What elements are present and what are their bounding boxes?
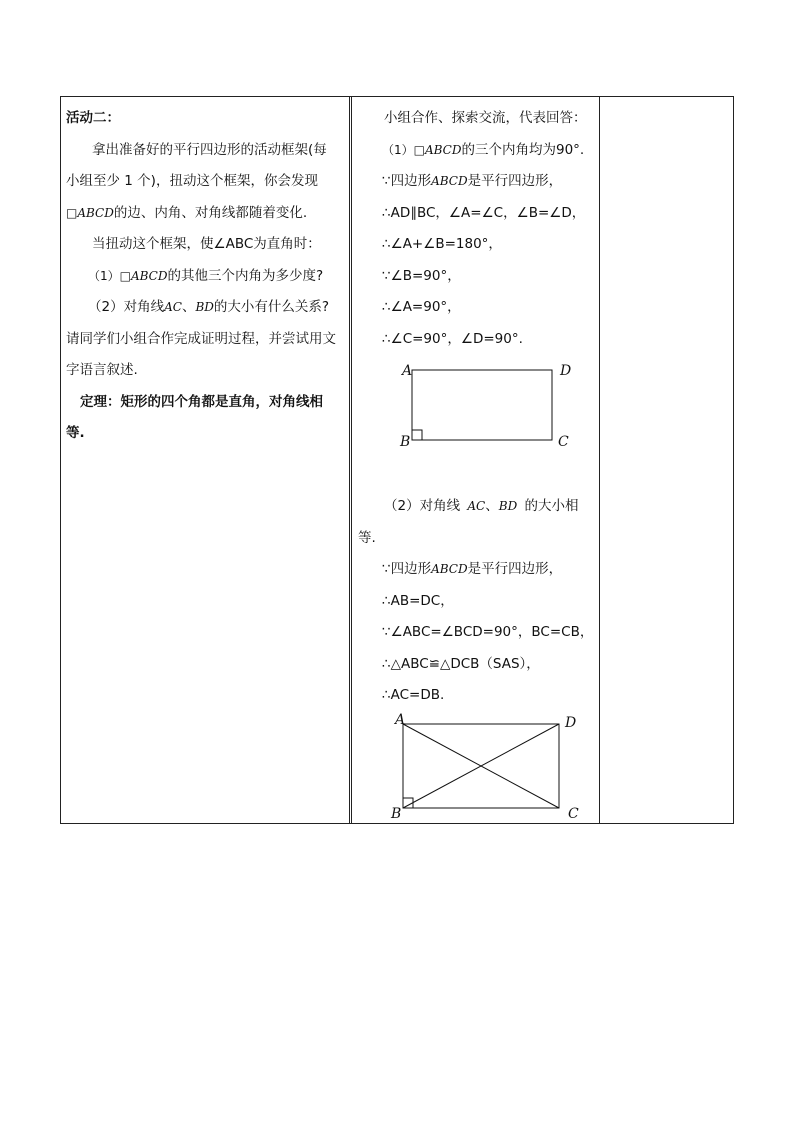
vertex-label-a: A [395, 711, 406, 728]
activity-heading: 活动二： [66, 110, 120, 126]
activity-text: 字语言叙述. [66, 362, 138, 378]
answer-1: （1）□ABCD的三个内角均为90°. [382, 141, 585, 158]
activity-text: □ABCD的边、内角、对角线都随着变化. [66, 204, 308, 221]
proof-step: ∵四边形ABCD是平行四边形， [382, 173, 563, 189]
proof-step: ∴∠A+∠B=180°， [382, 236, 502, 252]
rectangle-figure-2 [358, 711, 598, 822]
answer-2: （2）对角线 AC、BD 的大小相 [384, 498, 579, 514]
proof-step: ∵∠B=90°， [382, 267, 461, 284]
activity-text: 当扭动这个框架，使∠ABC为直角时： [92, 236, 321, 252]
proof-step: ∴∠A=90°， [382, 299, 461, 315]
vertex-label-c: C [558, 434, 569, 450]
proof-step: ∴△ABC≌△DCB（SAS）， [382, 655, 540, 672]
question-1: （1）□ABCD的其他三个内角为多少度? [88, 267, 324, 284]
proof-step: ∴AD∥BC，∠A=∠C，∠B=∠D， [382, 204, 586, 221]
answer-2: 等. [358, 529, 376, 546]
column-divider [349, 97, 350, 823]
rectangle-figure-1 [358, 355, 598, 451]
proof-step: ∵∠ABC=∠BCD=90°，BC=CB， [382, 624, 594, 640]
proof-step: ∵四边形ABCD是平行四边形， [382, 561, 563, 577]
notes-column [600, 97, 735, 823]
right-angle-mark [412, 430, 422, 440]
parallelogram-symbol: □ABCD [66, 205, 114, 220]
vertex-label-b: B [391, 805, 402, 822]
vertex-label-d: D [560, 363, 572, 379]
vertex-label-b: B [400, 434, 411, 450]
theorem: 等. [66, 425, 85, 441]
proof-step: ∴AC=DB. [382, 687, 445, 703]
question-2: （2）对角线AC、BD的大小有什么关系? [88, 299, 330, 315]
answer-column [352, 97, 599, 823]
activity-text: 拿出准备好的平行四边形的活动框架(每 [92, 141, 327, 158]
answer-intro: 小组合作、探索交流，代表回答： [384, 110, 587, 126]
vertex-label-d: D [565, 714, 577, 731]
proof-step: ∴∠C=90°，∠D=90°. [382, 330, 523, 347]
activity-text: 小组至少 1 个)，扭动这个框架，你会发现 [66, 173, 318, 189]
proof-step: ∴AB=DC， [382, 592, 454, 609]
lesson-table [60, 96, 734, 824]
theorem: 定理：矩形的四个角都是直角，对角线相 [80, 393, 323, 410]
activity-text: 请同学们小组合作完成证明过程，并尝试用文 [66, 330, 336, 347]
rectangle [412, 370, 552, 440]
vertex-label-c: C [568, 805, 579, 822]
vertex-label-a: A [402, 363, 413, 379]
activity-column [61, 97, 349, 823]
